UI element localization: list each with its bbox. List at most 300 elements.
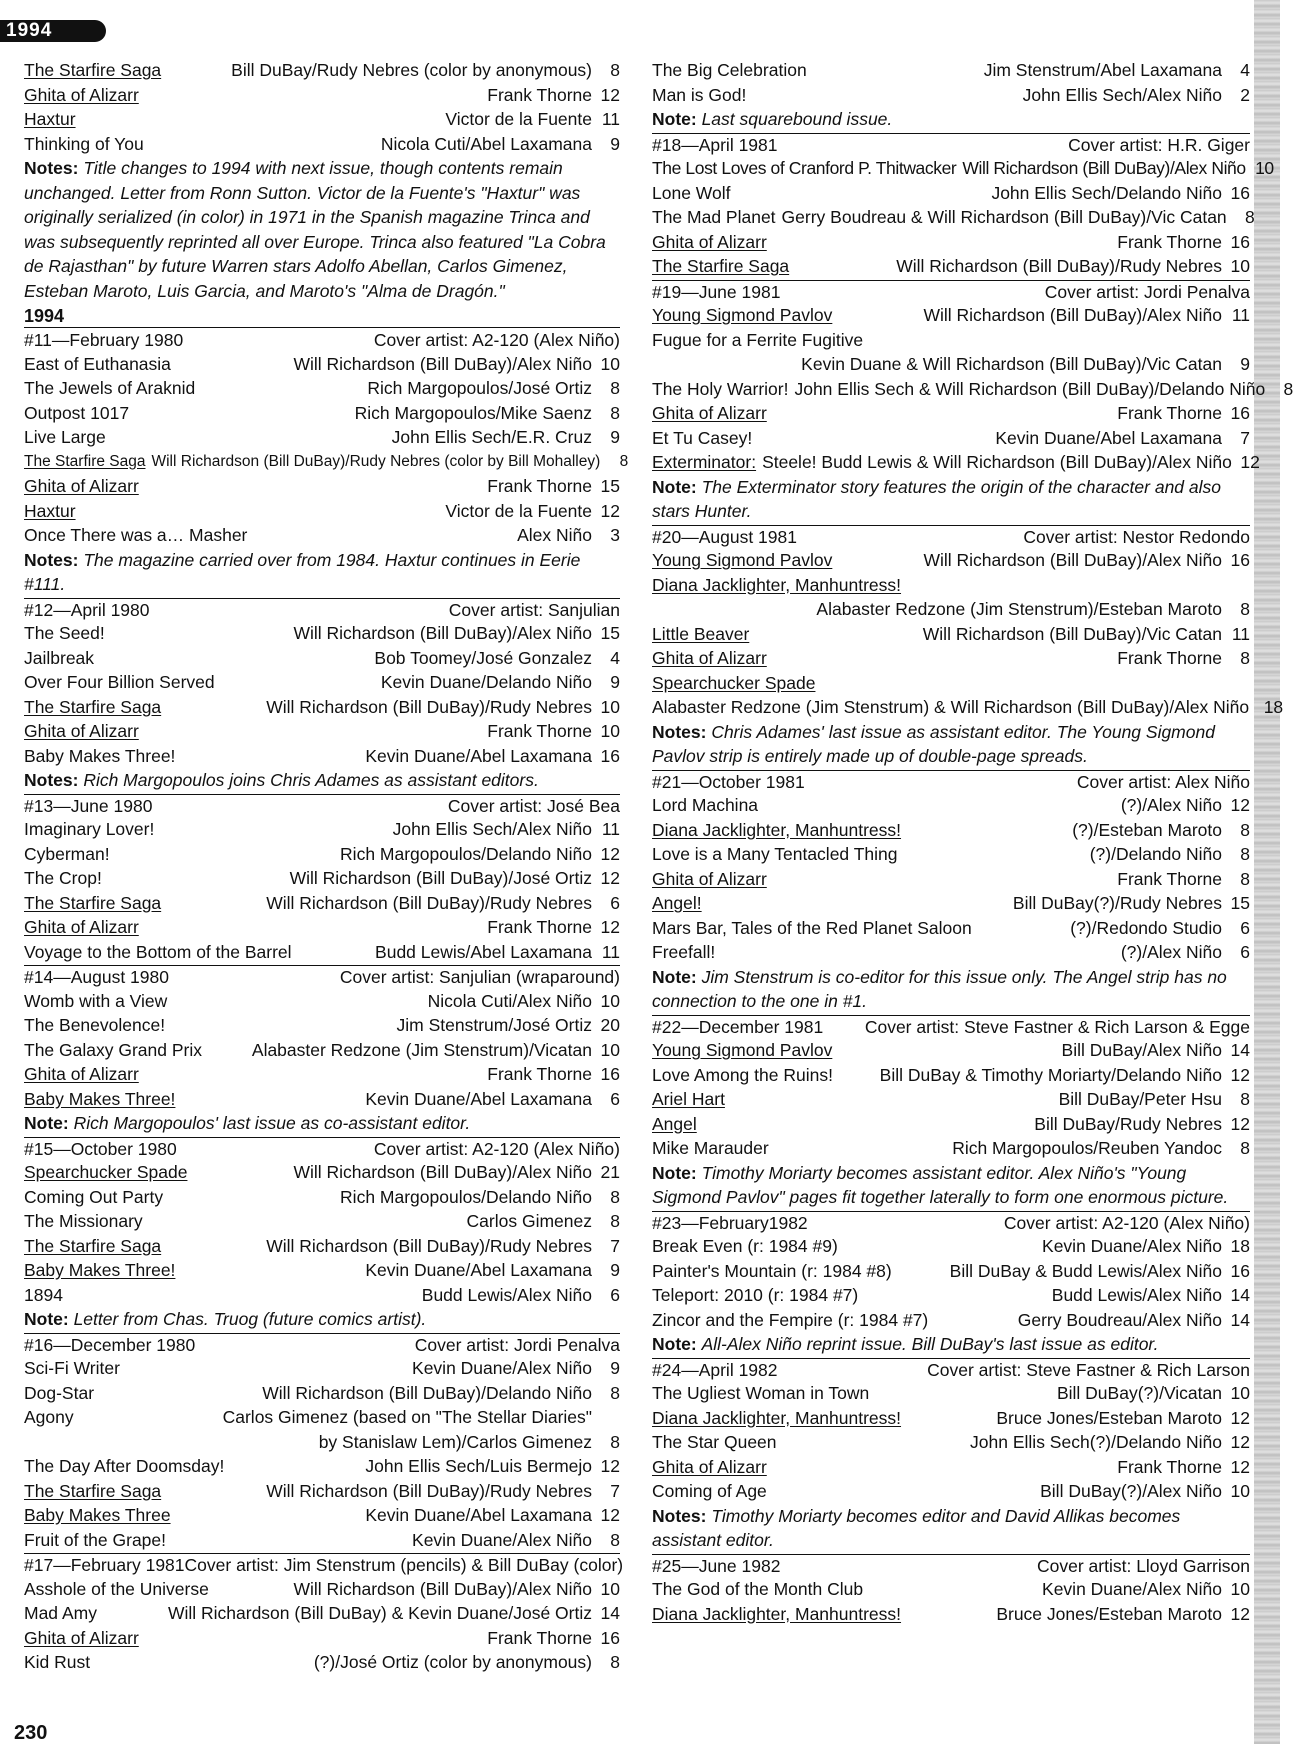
story-credits: Alabaster Redzone (Jim Stenstrum)/Vicatan [251,1039,592,1060]
story-title: Mars Bar, Tales of the Red Planet Saloon [652,917,972,938]
story-title: Fugue for a Ferrite Fugitive [652,329,864,350]
cover-artist: Cover artist: José Bea [447,795,620,816]
issue-number: #12—April 1980 [24,599,150,620]
story-entry [24,1087,620,1112]
page-count: 10 [600,353,620,374]
page-count: 8 [610,1382,620,1403]
story-title: Ghita of Alizarr [652,403,767,423]
story-entry [24,376,620,401]
note-text: Timothy Moriarty becomes editor and David Allikas becomes assistant editor. [652,1505,1181,1550]
story-title: Womb with a View [24,990,168,1011]
note-text: The magazine carried over from 1984. Haxtur continues in Eerie #111. [24,549,581,594]
story-entry [24,1528,620,1553]
page-count: 12 [600,868,620,888]
page-count: 9 [610,133,620,154]
story-entry [652,548,1250,573]
story-entry [652,58,1250,83]
story-entry [24,866,620,891]
story-entry [24,1430,620,1455]
story-title: Ghita of Alizarr [652,868,767,889]
story-credits: (?)/José Ortiz (color by anonymous) [313,1652,592,1672]
page-count: 12 [1230,1603,1250,1624]
issue-number: #16—December 1980 [24,1334,196,1355]
story-title: The Star Queen [652,1432,777,1452]
page-count: 7 [610,1480,620,1501]
note-text: All-Alex Niño reprint issue. Bill DuBay's last issue as editor. [701,1334,1159,1354]
story-credits: Bill DuBay/Alex Niño [1061,1040,1222,1060]
story-entry [24,695,620,720]
story-entry [652,940,1250,965]
note-text: Rich Margopoulos' last issue as co-assistant editor. [73,1113,471,1133]
story-entry [652,401,1250,426]
story-credits: Will Richardson (Bill DuBay)/Delando Niño [262,1382,592,1403]
cover-artist: Cover artist: Jim Stenstrum (pencils) & Bill DuBay (color) [184,1555,624,1575]
story-entry [24,842,620,867]
story-credits: Nicola Cuti/Abel Laxamana [380,133,592,154]
page-count: 14 [1230,1309,1250,1330]
story-title: Agony [24,1407,74,1427]
issue-header [652,1211,1250,1235]
issue-header [652,1015,1250,1039]
story-entry [24,1062,620,1087]
issue-header [24,598,620,622]
story-credits: Kevin Duane/Abel Laxamana [365,1088,592,1109]
story-entry [652,1234,1250,1259]
page-count: 12 [1230,1432,1250,1452]
story-credits: Alex Niño [517,525,592,545]
page-count: 10 [600,721,620,741]
story-credits: Kevin Duane/Alex Niño [412,1358,592,1378]
story-title: Ghita of Alizarr [24,1627,139,1648]
note-text: Title changes to 1994 with next issue, though contents remain unchanged. Letter from Ronn Sutton. Victor de la Fuente's "Haxtur" was originally serialized (in color) in 1971 in the Spanish magazine Trinca and was subsequently reprinted all over Europe. Trinca also featured "La Cobra de Rajasthan" by future Warren stars Adolfo Abellan, Carlos Gimenez, Esteban Maroto, Luis Garcia, and Maroto's "Alma de Dragón." [24,158,606,301]
page-count: 12 [600,917,620,937]
page-count: 10 [1230,1481,1250,1501]
story-title: The Seed! [24,623,105,643]
story-credits: Will Richardson (Bill DuBay)/Alex Niño [293,353,592,374]
story-entry [652,671,1250,696]
story-title: Haxtur [24,500,76,521]
story-credits: Kevin Duane/Alex Niño [412,1529,592,1550]
page-count: 10 [600,990,620,1011]
story-title: Young Sigmond Pavlov [652,305,833,325]
cover-artist: Cover artist: Lloyd Garrison [1037,1555,1250,1576]
issue-note [24,156,620,303]
story-title: East of Euthanasia [24,353,171,374]
story-credits: Frank Thorne [1117,403,1222,423]
story-entry [652,303,1250,328]
story-entry [652,230,1250,255]
left-column [24,58,629,1675]
story-entry [24,132,620,157]
header-year-tab: 1994 [0,20,106,42]
story-title: The Day After Doomsday! [24,1456,225,1476]
story-credits: Rich Margopoulos/Reuben Yandoc [952,1138,1222,1158]
issue-number: #23—February1982 [652,1212,808,1233]
issue-note [652,1161,1250,1210]
page-count: 15 [600,476,620,496]
issue-note [652,1332,1250,1357]
cover-artist: Cover artist: Nestor Redondo [1023,526,1250,547]
story-entry [24,1503,620,1528]
story-title: The Benevolence! [24,1015,166,1035]
story-entry [652,1479,1250,1504]
story-credits: Jim Stenstrum/José Ortiz [396,1015,592,1035]
story-entry [24,425,620,450]
page-count: 12 [1230,1113,1250,1134]
story-title: Zincor and the Fempire (r: 1984 #7) [652,1309,929,1330]
story-title: Man is God! [652,84,747,105]
page-count: 12 [600,1456,620,1476]
story-entry [652,450,1260,475]
story-entry [652,695,1284,720]
story-credits: Bill DuBay & Budd Lewis/Alex Niño [949,1260,1222,1281]
story-entry [652,842,1250,867]
story-credits: Frank Thorne [487,476,592,496]
story-credits: Budd Lewis/Alex Niño [421,1284,592,1305]
story-credits: Kevin Duane/Abel Laxamana [995,427,1222,448]
issue-header [652,770,1250,794]
page-count: 10 [600,1039,620,1060]
story-credits: (?)/Esteban Maroto [1072,819,1222,840]
issue-number: #11—February 1980 [24,330,184,350]
story-entry [24,401,620,426]
story-title: Ariel Hart [652,1089,725,1109]
story-credits: Will Richardson (Bill DuBay)/Rudy Nebres [266,1480,592,1501]
page-count: 10 [600,696,620,717]
story-title: Exterminator: [652,452,757,472]
story-title: Painter's Mountain (r: 1984 #8) [652,1260,892,1281]
story-credits: Rich Margopoulos/José Ortiz [367,378,592,398]
story-credits: Kevin Duane/Abel Laxamana [365,1260,592,1280]
story-credits: Will Richardson (Bill DuBay)/Rudy Nebres [896,256,1222,276]
story-credits: Frank Thorne [487,84,592,105]
story-entry [24,352,620,377]
page-count: 10 [1230,1579,1250,1599]
story-entry [24,891,620,916]
story-entry [652,1430,1250,1455]
page-count: 16 [1230,231,1250,252]
story-credits: Gerry Boudreau & Will Richardson (Bill DuBay)/Vic Catan [781,207,1227,227]
story-title: Ghita of Alizarr [652,231,767,252]
story-title: Baby Makes Three! [24,745,176,766]
story-entry [652,916,1250,941]
story-title: Ghita of Alizarr [24,721,139,741]
story-entry [24,989,620,1014]
story-entry [652,793,1250,818]
story-entry [652,1455,1250,1480]
story-title: Ghita of Alizarr [652,648,767,668]
story-credits: John Ellis Sech & Will Richardson (Bill DuBay)/Delando Niño [794,378,1266,399]
page-count: 9 [610,672,620,692]
story-title: Over Four Billion Served [24,672,215,692]
story-entry [24,1626,620,1651]
note-text: Rich Margopoulos joins Chris Adames as assistant editors. [83,770,539,790]
story-credits: (?)/Delando Niño [1089,844,1222,864]
story-credits: John Ellis Sech/Delando Niño [991,182,1222,203]
story-entry [24,58,620,83]
story-title: Spearchucker Spade [652,672,816,693]
story-title: Kid Rust [24,1652,91,1672]
story-entry [24,1356,620,1381]
story-credits: Rich Margopoulos/Delando Niño [340,1186,592,1207]
story-credits: by Stanislaw Lem)/Carlos Gimenez [318,1431,592,1452]
issue-header [652,1358,1250,1382]
page-count: 16 [600,745,620,766]
story-credits: Bill DuBay/Rudy Nebres (color by anonymous) [231,60,592,80]
page-count: 11 [601,941,620,962]
note-text: Last squarebound issue. [701,109,893,129]
page-count: 6 [1240,942,1250,962]
issue-number: #14—August 1980 [24,967,169,987]
story-entry [652,1577,1250,1602]
issue-note [652,107,1250,132]
story-credits: Bill DuBay/Peter Hsu [1058,1089,1222,1109]
story-title: Mad Amy [24,1603,97,1623]
note-label: Note: [652,1334,702,1354]
page-count: 6 [610,1088,620,1109]
cover-artist: Cover artist: Sanjulian [448,599,620,620]
story-entry [24,450,629,475]
story-title: The Jewels of Araknid [24,378,196,398]
story-entry [24,107,620,132]
story-credits: Will Richardson (Bill DuBay)/Alex Niño [923,305,1222,325]
issue-header [24,1137,620,1161]
story-credits: Kevin Duane/Abel Laxamana [365,1505,592,1525]
note-label: Notes: [24,158,84,178]
note-text: Jim Stenstrum is co-editor for this issue only. The Angel strip has no connection to the one in #1. [652,966,1227,1011]
note-text: The Exterminator story features the origin of the character and also stars Hunter. [652,476,1222,521]
issue-note [24,768,620,793]
story-credits: John Ellis Sech/E.R. Cruz [391,427,592,447]
story-credits: Nicola Cuti/Alex Niño [427,990,592,1011]
story-entry [652,1259,1250,1284]
page-count: 12 [1230,795,1250,815]
page-count: 11 [601,819,620,839]
page-edge [1254,0,1280,1744]
story-entry [24,1454,620,1479]
story-entry [24,1209,620,1234]
story-title: Baby Makes Three! [24,1260,176,1280]
story-entry [652,1406,1250,1431]
story-credits: Bill DuBay(?)/Rudy Nebres [1012,893,1222,913]
story-title: Young Sigmond Pavlov [652,1040,833,1060]
story-credits: Bill DuBay(?)/Alex Niño [1040,1481,1222,1501]
story-title: Once There was a… Masher [24,525,248,545]
story-credits: Bob Toomey/José Gonzalez [374,647,592,668]
note-label: Note: [652,1162,702,1183]
page-count: 8 [610,378,620,398]
story-entry [652,205,1255,230]
story-entry [24,1234,620,1259]
story-title: The Lost Loves of Cranford P. Thitwacker [652,158,957,178]
page-count: 10 [600,1578,620,1599]
story-title: Love Among the Ruins! [652,1064,833,1085]
page-count: 12 [600,500,620,521]
issue-number: #17—February 1981 [24,1555,185,1575]
issue-number: #18—April 1981 [652,134,778,155]
story-credits: John Ellis Sech/Luis Bermejo [365,1456,592,1476]
story-entry [652,156,1274,181]
story-entry [24,1160,620,1185]
story-credits: (?)/Alex Niño [1120,795,1222,815]
story-title: Young Sigmond Pavlov [652,550,833,570]
note-label: Notes: [652,1505,712,1526]
cover-artist: Cover artist: A2-120 (Alex Niño) [373,1138,620,1159]
story-title: Baby Makes Three [24,1505,171,1525]
story-credits: Bill DuBay(?)/Vicatan [1056,1383,1222,1403]
story-title: Cyberman! [24,843,110,864]
cover-artist: Cover artist: A2-120 (Alex Niño) [1003,1212,1250,1233]
page-count: 11 [601,109,620,129]
note-label: Note: [24,1113,74,1133]
story-title: Ghita of Alizarr [24,476,139,496]
story-credits: Steele! Budd Lewis & Will Richardson (Bill DuBay)/Alex Niño [762,452,1232,472]
story-entry [652,1136,1250,1161]
story-credits: Budd Lewis/Abel Laxamana [375,941,592,962]
right-column [652,58,1293,1626]
issue-number: #25—June 1982 [652,1555,781,1576]
story-entry [652,622,1250,647]
issue-header [24,329,620,352]
story-entry [24,621,620,646]
story-title: Thinking of You [24,133,144,154]
story-title: The Missionary [24,1211,143,1231]
story-credits: Bruce Jones/Esteban Maroto [996,1407,1222,1428]
issue-header [652,1554,1250,1578]
story-entry [24,940,620,965]
story-credits: John Ellis Sech(?)/Delando Niño [970,1432,1222,1452]
page-count: 15 [600,623,620,643]
story-credits: Will Richardson (Bill DuBay)/José Ortiz [289,868,592,888]
story-title: Ghita of Alizarr [24,1064,139,1084]
page-count: 12 [1230,1407,1250,1428]
story-entry [652,573,1250,598]
story-credits: Frank Thorne [487,721,592,741]
story-credits: (?)/Redondo Studio [1070,917,1222,938]
story-title: The Holy Warrior! [652,378,789,399]
issue-note [24,548,620,597]
issue-header [652,525,1250,549]
note-label: Note: [24,1309,74,1329]
issue-number: #13—June 1980 [24,795,153,816]
note-label: Note: [652,109,702,129]
story-credits: Jim Stenstrum/Abel Laxamana [983,60,1222,80]
issue-number: #15—October 1980 [24,1138,177,1159]
story-entry [24,1185,620,1210]
page-count: 20 [600,1015,620,1035]
story-entry [652,1602,1250,1627]
story-entry [652,83,1250,108]
story-credits: Will Richardson (Bill DuBay)/Rudy Nebres (color by Bill Mohalley) [151,452,601,470]
story-entry [24,499,620,524]
cover-artist: Cover artist: Alex Niño [1076,771,1250,792]
story-entry [24,817,620,842]
note-label: Notes: [24,549,84,570]
story-entry [652,867,1250,892]
story-credits: Will Richardson (Bill DuBay)/Alex Niño [962,158,1246,178]
story-title: Haxtur [24,109,76,129]
page-count: 8 [1240,648,1250,668]
story-entry [652,1308,1250,1333]
page-count: 15 [1230,893,1250,913]
story-credits: Will Richardson (Bill DuBay)/Rudy Nebres [266,696,592,717]
page-count: 9 [610,427,620,447]
cover-artist: Cover artist: Sanjulian (wraparound) [339,967,620,987]
issue-header [24,965,620,989]
story-title: The Starfire Saga [24,1235,162,1256]
page-count: 18 [1263,697,1284,717]
story-entry [652,646,1250,671]
page-count: 10 [1255,158,1274,178]
page-count: 8 [610,1431,620,1452]
page-count: 12 [600,84,620,105]
story-title: The God of the Month Club [652,1579,864,1599]
story-entry [652,597,1250,622]
page-count: 6 [1240,917,1250,938]
page-count: 10 [1230,1383,1250,1403]
page-count: 14 [600,1603,620,1623]
story-entry [652,1038,1250,1063]
story-entry [24,1283,620,1308]
page-count: 8 [1240,844,1250,864]
story-entry [24,744,620,769]
story-title: Dog-Star [24,1382,95,1403]
story-title: The Ugliest Woman in Town [652,1383,870,1403]
story-title: The Crop! [24,868,102,888]
story-credits: Will Richardson (Bill DuBay)/Alex Niño [293,1162,592,1182]
story-entry [652,181,1250,206]
story-title: Love is a Many Tentacled Thing [652,844,898,864]
story-credits: Frank Thorne [1117,868,1222,889]
page-count: 16 [1230,550,1250,570]
story-credits: Kevin Duane & Will Richardson (Bill DuBay)/Vic Catan [801,354,1222,374]
page-count: 21 [600,1162,620,1182]
page-count: 14 [1230,1285,1250,1305]
story-credits: Budd Lewis/Alex Niño [1051,1285,1222,1305]
story-entry [652,1112,1250,1137]
page-count: 8 [1244,207,1255,227]
page-count: 7 [610,1235,620,1256]
issue-header [24,794,620,818]
page-count: 16 [600,1064,620,1084]
story-entry [24,1258,620,1283]
issue-number: #21—October 1981 [652,771,805,792]
story-title: Baby Makes Three! [24,1088,176,1109]
story-entry [652,1087,1250,1112]
story-credits: Frank Thorne [487,917,592,937]
page-count: 12 [600,843,620,864]
page-count: 8 [610,60,620,80]
page-count: 12 [600,1505,620,1525]
story-title: Ghita of Alizarr [652,1456,767,1477]
issue-header [652,133,1250,157]
page-count: 4 [610,647,620,668]
story-entry [24,646,620,671]
story-credits: Kevin Duane/Delando Niño [380,672,592,692]
story-title: Break Even (r: 1984 #9) [652,1236,838,1256]
story-title: Jailbreak [24,647,95,668]
story-credits: Frank Thorne [1117,231,1222,252]
story-entry [652,352,1250,377]
story-credits: John Ellis Sech/Alex Niño [392,819,592,839]
story-title: 1894 [24,1284,63,1305]
story-credits: Will Richardson (Bill DuBay)/Alex Niño [923,550,1222,570]
page-count: 12 [1230,1456,1250,1477]
page-count: 8 [610,1529,620,1550]
story-title: Ghita of Alizarr [24,84,139,105]
story-title: Coming Out Party [24,1186,164,1207]
page-count: 12 [1240,452,1260,472]
